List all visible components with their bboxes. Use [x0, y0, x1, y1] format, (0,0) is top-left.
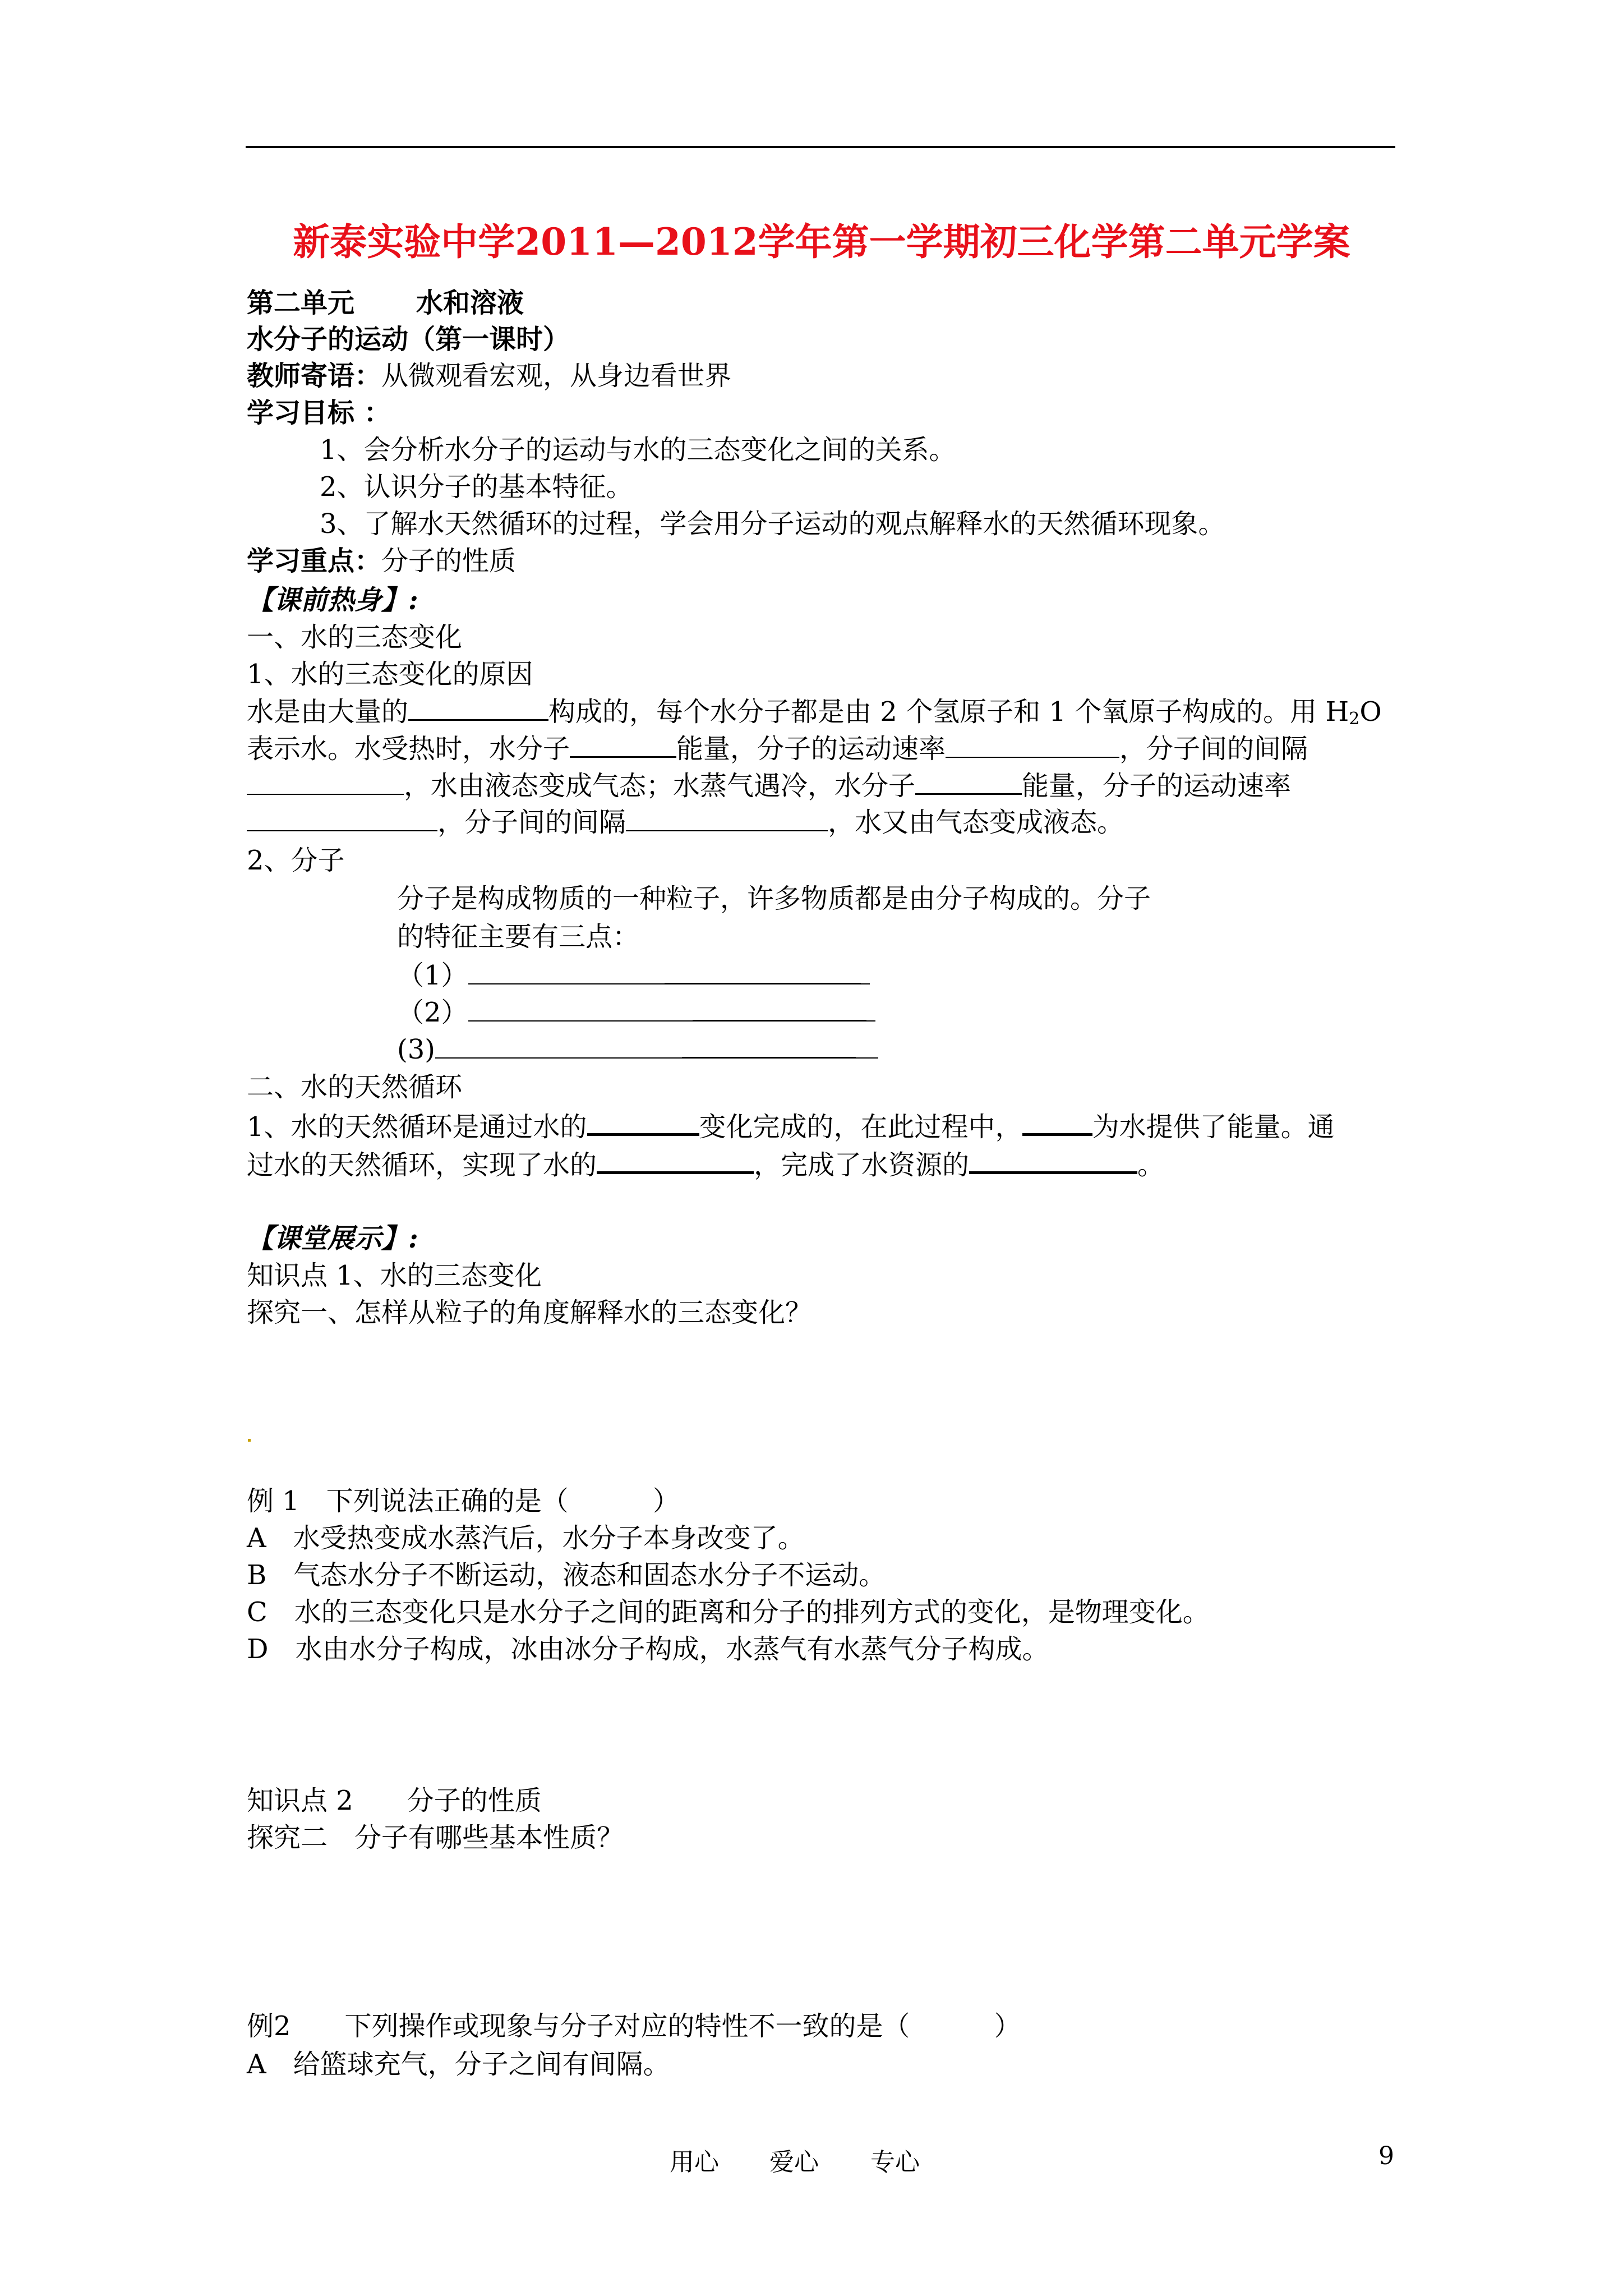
key-point-label: 学习重点：: [247, 545, 382, 577]
paragraph-line: [247, 769, 1291, 803]
text-run: 构成的，每个水分子都是由 2 个氢原子和 1 个氧原子构成的。用 H: [548, 696, 1349, 728]
text-run: 能量，分子的运动速率: [676, 733, 946, 765]
paragraph-line: [247, 1108, 1335, 1144]
paragraph-line: [247, 694, 1382, 736]
key-point-text: 分子的性质: [381, 545, 517, 577]
lesson-title: 水分子的运动（第一课时）: [247, 324, 570, 355]
fill-blank[interactable]: [915, 769, 1022, 795]
text-run: O: [1359, 696, 1382, 728]
example-1-option: D 水由水分子构成，冰由冰分子构成，水蒸气有水蒸气分子构成。: [247, 1634, 1049, 1665]
fill-blank[interactable]: [247, 769, 404, 795]
footer-motto: 爱心: [769, 2148, 819, 2177]
text-run: 过水的天然循环，实现了水的: [247, 1149, 597, 1181]
key-point: [247, 544, 516, 578]
objective-item: 1、会分析水分子的运动与水的三态变化之间的关系。: [320, 434, 956, 466]
section-heading: 二、水的天然循环: [247, 1071, 463, 1103]
fill-blank[interactable]: [693, 995, 866, 1022]
fill-blank[interactable]: [247, 806, 437, 831]
fill-blank-tail: [856, 1033, 878, 1059]
example-1-question: [247, 1484, 680, 1518]
feature-item-2: [397, 995, 875, 1029]
fill-blank[interactable]: [587, 1108, 699, 1136]
fill-blank[interactable]: [597, 1147, 754, 1174]
fill-blank[interactable]: [1022, 1108, 1092, 1136]
text-run: 例 1 下列说法正确的是（: [247, 1485, 569, 1517]
objectives-label: 学习目标 ：: [247, 397, 391, 429]
fill-blank[interactable]: [435, 1033, 682, 1059]
unit-label: 第二单元: [247, 287, 355, 319]
warmup-header: 【课前热身】:: [247, 585, 418, 616]
item-number: （2）: [397, 997, 468, 1028]
text-run: ，水又由气态变成液态。: [828, 807, 1124, 838]
header-rule: [246, 146, 1395, 148]
text-run: 水是由大量的: [247, 696, 409, 728]
fill-blank[interactable]: [969, 1147, 1137, 1174]
text-run: ）: [994, 2010, 1021, 2042]
classroom-header: 【课堂展示】:: [247, 1223, 418, 1254]
text-run: ，分子间的间隔: [1119, 733, 1308, 765]
fill-blank[interactable]: [626, 806, 828, 831]
fill-blank[interactable]: [570, 731, 676, 758]
exploration-1: 探究一、怎样从粒子的角度解释水的三态变化？: [247, 1297, 813, 1328]
fill-blank-tail: [866, 996, 875, 1022]
teacher-words: [247, 359, 731, 393]
example-2-option: A 给篮球充气，分子之间有间隔。: [247, 2049, 670, 2080]
paragraph-line: [247, 731, 1308, 766]
exploration-2: 探究二 分子有哪些基本性质？: [247, 1822, 624, 1853]
paragraph-line: [247, 806, 1124, 839]
unit-heading: [247, 286, 524, 320]
text-run: ，完成了水资源的: [754, 1149, 970, 1181]
text-run: 。: [1137, 1149, 1165, 1181]
item-number: (3): [397, 1034, 435, 1065]
example-1-option: B 气态水分子不断运动，液态和固态水分子不运动。: [247, 1559, 886, 1591]
teacher-words-label: 教师寄语：: [247, 360, 382, 392]
text-run: ，水由液态变成气态；水蒸气遇冷，水分子: [404, 770, 916, 802]
item-number: （1）: [397, 960, 468, 991]
text-run: 能量，分子的运动速率: [1022, 770, 1292, 802]
text-run: 例2 下列操作或现象与分子对应的特性不一致的是（: [247, 2010, 910, 2042]
subscript: 2: [1349, 709, 1360, 729]
example-1-option: A 水受热变成水蒸汽后，水分子本身改变了。: [247, 1522, 805, 1554]
text-run: 变化完成的，在此过程中，: [699, 1111, 1022, 1143]
example-2-question: [247, 2009, 1021, 2043]
knowledge-point-2: 知识点 2 分子的性质: [247, 1785, 542, 1816]
feature-item-1: [397, 958, 870, 992]
fill-blank[interactable]: [468, 996, 693, 1022]
subsection-heading: 1、水的三态变化的原因: [247, 659, 533, 690]
paragraph-line: [247, 1147, 1164, 1182]
section-heading: 一、水的三态变化: [247, 622, 463, 653]
stray-mark: [248, 1439, 251, 1442]
footer-motto: 专心: [870, 2148, 920, 2177]
text-run: 表示水。水受热时，水分子: [247, 733, 570, 765]
text-run: 为水提供了能量。通: [1092, 1111, 1335, 1143]
fill-blank[interactable]: [408, 694, 548, 721]
example-1-option: C 水的三态变化只是水分子之间的距离和分子的排列方式的变化，是物理变化。: [247, 1596, 1210, 1628]
footer-motto: 用心: [670, 2148, 719, 2177]
fill-blank[interactable]: [468, 959, 665, 984]
document-title: 新泰实验中学2011—2012学年第一学期初三化学第二单元学案: [293, 220, 1350, 264]
objective-item: 2、认识分子的基本特征。: [320, 471, 633, 503]
unit-name: 水和溶液: [416, 287, 524, 319]
page-number: 9: [1378, 2142, 1394, 2170]
fill-blank[interactable]: [946, 732, 1119, 758]
subsection-heading: 2、分子: [247, 845, 345, 876]
molecule-text: 的特征主要有三点：: [397, 921, 640, 953]
text-run: 1、水的天然循环是通过水的: [247, 1111, 587, 1143]
fill-blank[interactable]: [682, 1032, 856, 1059]
text-run: ）: [652, 1485, 680, 1517]
fill-blank[interactable]: [665, 958, 861, 984]
objective-item: 3、了解水天然循环的过程，学会用分子运动的观点解释水的天然循环现象。: [320, 508, 1225, 540]
text-run: ，分子间的间隔: [437, 807, 626, 838]
knowledge-point-1: 知识点 1、水的三态变化: [247, 1260, 542, 1291]
fill-blank-tail: [861, 959, 870, 984]
molecule-text: 分子是构成物质的一种粒子，许多物质都是由分子构成的。分子: [397, 883, 1151, 914]
feature-item-3: [397, 1032, 878, 1066]
teacher-words-text: 从微观看宏观，从身边看世界: [381, 360, 732, 392]
